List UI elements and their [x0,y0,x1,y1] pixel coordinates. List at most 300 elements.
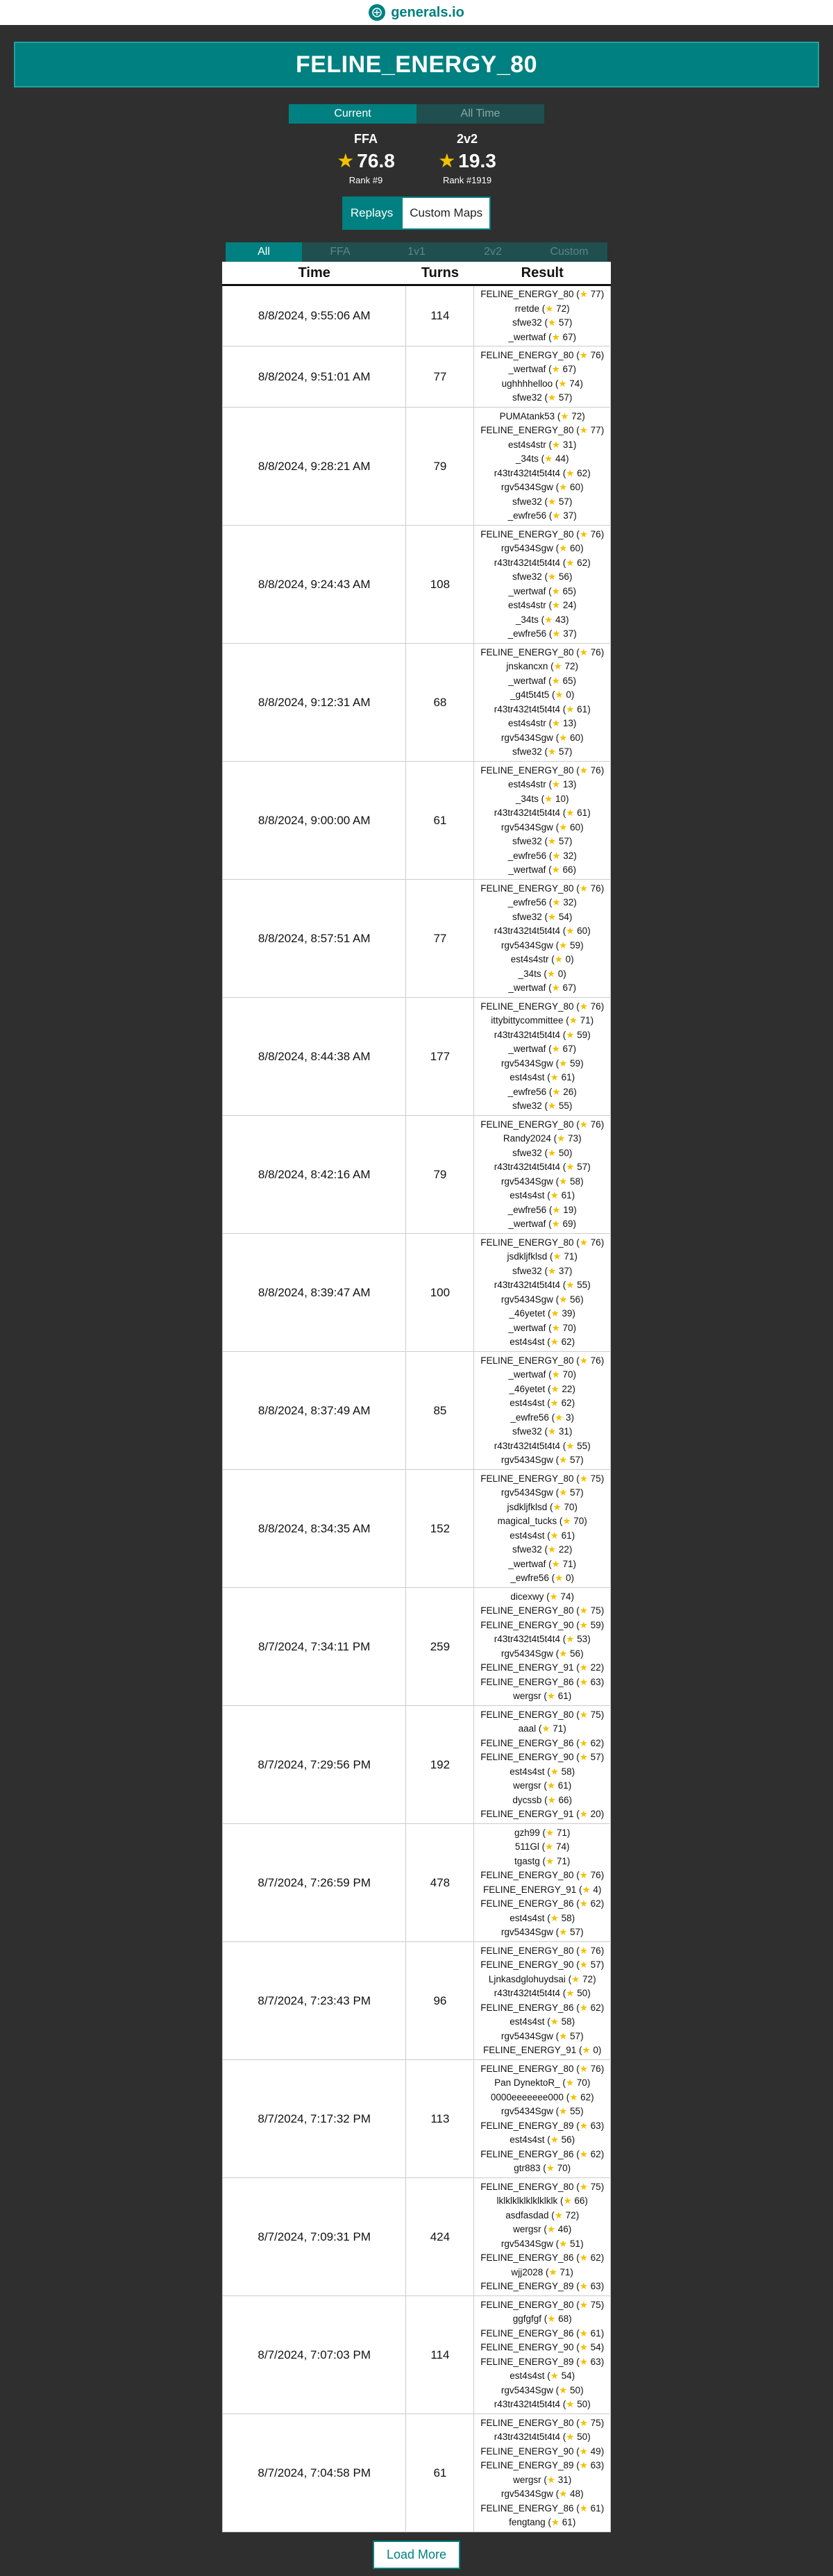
result-player[interactable] [474,981,610,996]
result-player[interactable] [474,1071,610,1085]
rating-mode: FFA [354,132,378,146]
result-player[interactable] [474,1604,610,1619]
result-player[interactable] [474,331,610,345]
player-stars: 60 [577,926,588,936]
result-player[interactable] [474,1057,610,1071]
player-name: FELINE_ENERGY_86 [480,2502,574,2514]
replay-time: 8/7/2024, 7:34:11 PM [223,1588,406,1706]
result-player[interactable] [474,1250,610,1264]
result-player[interactable] [474,1557,610,1572]
result-player[interactable] [474,953,610,967]
paren-close: ) [600,2002,605,2013]
result-player[interactable] [474,2487,610,2502]
result-player[interactable] [474,2459,610,2473]
result-player[interactable] [474,391,610,405]
player-stars: 67 [562,364,573,374]
star-icon: ★ [555,689,564,700]
paren-close: ) [571,689,575,700]
result-player[interactable] [474,2015,610,2030]
result-player[interactable] [474,660,610,674]
player-name: fengtang [509,2517,546,2527]
result-player[interactable] [474,1382,610,1397]
result-player[interactable] [474,2355,610,2370]
result-player[interactable] [474,835,610,849]
result-player[interactable] [474,2119,610,2134]
result-player[interactable] [474,1514,610,1529]
table-row[interactable] [223,526,611,644]
result-player[interactable] [474,2180,610,2195]
result-player[interactable] [474,1307,610,1321]
paren-close: ) [580,543,584,553]
result-player[interactable] [474,674,610,689]
result-player[interactable] [474,1411,610,1425]
paren-close: ) [600,289,605,299]
player-name: est4s4st [510,1190,545,1201]
result-player[interactable] [474,570,610,585]
result-player[interactable] [474,410,610,424]
result-player[interactable] [474,613,610,628]
player-stars: 62 [577,467,588,478]
result-player[interactable] [474,1175,610,1189]
filter-1v1[interactable]: 1v1 [378,242,455,262]
paren-close: ) [573,1086,577,1097]
result-player[interactable] [474,731,610,746]
paren-open: ( [544,2370,550,2381]
result-player[interactable] [474,1189,610,1203]
result-player[interactable] [474,1278,610,1293]
paren-close: ) [600,1737,605,1748]
player-stars: 62 [590,2252,601,2263]
paren-open: ( [539,303,546,314]
result-player[interactable] [474,2237,610,2252]
star-icon: ★ [550,1383,559,1394]
result-player[interactable] [474,1028,610,1043]
result-player[interactable] [474,1396,610,1411]
result-player[interactable] [474,1099,610,1114]
paren-open: ( [546,628,553,639]
result-player[interactable] [474,585,610,599]
result-player[interactable] [474,745,610,760]
custom-maps-button[interactable]: Custom Maps [401,196,491,230]
result-player[interactable] [474,599,610,613]
player-name: r43tr432t4t5t4t4 [494,557,561,568]
paren-open: ( [573,1355,580,1366]
star-icon: ★ [579,349,588,360]
star-icon: ★ [557,1133,566,1144]
player-name: jsdkljfklsd [507,1501,548,1512]
result-player[interactable] [474,627,610,642]
result-player[interactable] [474,1293,610,1307]
paren-close: ) [571,1766,575,1777]
result-player[interactable] [474,2030,610,2044]
result-player[interactable] [474,2091,610,2105]
result-player[interactable] [474,2161,610,2176]
player-stars: 22 [562,1383,573,1394]
result-player[interactable] [474,509,610,524]
player-name: _ewfre56 [507,850,547,861]
star-icon: ★ [566,1988,575,1998]
filter-custom[interactable]: Custom [531,242,607,262]
paren-close: ) [566,1855,571,1866]
paren-open: ( [573,425,580,435]
result-player[interactable] [474,2312,610,2327]
result-player[interactable] [474,2327,610,2341]
paren-open: ( [553,378,559,389]
result-player[interactable] [474,1335,610,1350]
brand-link[interactable] [369,4,464,21]
table-row[interactable] [223,998,611,1116]
replay-result [474,880,611,998]
star-icon: ★ [550,1398,559,1408]
table-row[interactable] [223,346,611,408]
player-name: tgastg [514,1855,540,1866]
table-row[interactable] [223,285,611,346]
result-player[interactable] [474,1722,610,1737]
result-player[interactable] [474,467,610,481]
result-player[interactable] [474,349,610,363]
result-player[interactable] [474,1264,610,1279]
paren-open: ( [553,2384,559,2395]
filter-all[interactable]: All [226,242,302,262]
result-player[interactable] [474,1132,610,1146]
star-icon: ★ [555,1412,564,1423]
result-player[interactable] [474,2001,610,2016]
paren-close: ) [600,1119,605,1130]
table-row[interactable] [223,2178,611,2296]
star-icon: ★ [579,883,588,894]
result-player[interactable] [474,1014,610,1028]
player-name: sfwe32 [512,496,542,507]
player-name: rgv5434Sgw [500,2106,553,2116]
player-name: _ewfre56 [507,1204,547,1215]
result-player[interactable] [474,1619,610,1633]
player-stars: 57 [570,1455,581,1465]
player-stars: 63 [590,2460,601,2470]
result-player[interactable] [474,1661,610,1675]
result-player[interactable] [474,1883,610,1898]
result-player[interactable] [474,1840,610,1855]
result-player[interactable] [474,1118,610,1132]
replay-time: 8/8/2024, 9:51:01 AM [223,346,406,408]
result-player[interactable] [474,821,610,835]
season-tabs [0,104,833,124]
result-player[interactable] [474,316,610,331]
ratings-panel [0,132,833,185]
result-player[interactable] [474,377,610,392]
paren-open: ( [546,1044,552,1054]
result-player[interactable] [474,1354,610,1369]
result-player[interactable] [474,1925,610,1940]
result-player[interactable] [474,806,610,821]
paren-close: ) [568,2474,572,2485]
result-player[interactable] [474,2369,610,2384]
paren-close: ) [580,1648,584,1659]
player-stars: 71 [559,2266,571,2277]
paren-close: ) [600,2299,605,2310]
result-player[interactable] [474,1042,610,1057]
player-stars: 72 [582,1973,594,1984]
result-player[interactable] [474,1236,610,1251]
player-stars: 65 [562,585,573,596]
result-player[interactable] [474,1453,610,1468]
paren-close: ) [580,1927,584,1937]
result-player[interactable] [474,2430,610,2445]
paren-open: ( [544,2016,550,2027]
player-name: FELINE_ENERGY_86 [480,2252,574,2263]
result-player[interactable] [474,849,610,864]
result-player[interactable] [474,2062,610,2077]
result-player[interactable] [474,1912,610,1926]
result-player[interactable] [474,1543,610,1557]
result-player[interactable] [474,1765,610,1780]
player-stars: 72 [565,2209,576,2220]
result-player[interactable] [474,1675,610,1690]
player-stars: 76 [590,1237,601,1248]
paren-close: ) [573,439,577,450]
replay-turns: 61 [406,2414,474,2532]
result-player[interactable] [474,1439,610,1454]
paren-close: ) [600,1619,605,1630]
player-stars: 73 [568,1133,579,1144]
result-player[interactable] [474,528,610,542]
result-player[interactable] [474,1779,610,1793]
result-player[interactable] [474,1944,610,1959]
table-row[interactable] [223,2060,611,2178]
mode-filters [0,242,833,262]
result-player[interactable] [474,1807,610,1822]
player-name: ughhhhelloo [501,378,553,389]
result-player[interactable] [474,896,610,910]
result-player[interactable] [474,2043,610,2058]
result-player[interactable] [474,1868,610,1883]
player-stars: 32 [563,850,574,861]
result-player[interactable] [474,287,610,302]
star-icon: ★ [550,1072,559,1082]
result-player[interactable] [474,910,610,925]
result-player[interactable] [474,1973,610,1987]
result-player[interactable] [474,1750,610,1765]
table-row[interactable] [223,1824,611,1942]
paren-close: ) [571,1072,575,1082]
result-player[interactable] [474,2209,610,2223]
column-header-turns: Turns [406,262,474,285]
result-player[interactable] [474,1571,610,1586]
result-player[interactable] [474,924,610,939]
result-player[interactable] [474,688,610,703]
star-icon: ★ [579,2445,588,2457]
player-stars: 68 [558,2314,569,2324]
replay-result [474,526,611,644]
result-player[interactable] [474,1146,610,1161]
result-player[interactable] [474,1708,610,1723]
result-player[interactable] [474,1958,610,1973]
paren-open: ( [559,2077,566,2088]
star-icon: ★ [546,1855,555,1866]
result-player[interactable] [474,1486,610,1500]
player-name: est4s4str [507,600,546,610]
paren-open: ( [548,2209,555,2220]
paren-close: ) [587,467,591,478]
result-player[interactable] [474,1425,610,1439]
result-player[interactable] [474,703,610,717]
result-player[interactable] [474,1647,610,1662]
table-row[interactable] [223,1352,611,1470]
paren-close: ) [573,585,577,596]
tab-current[interactable]: Current [289,104,416,124]
result-player[interactable] [474,939,610,953]
result-player[interactable] [474,646,610,660]
player-stars: 0 [566,1573,571,1583]
player-stars: 75 [590,2417,601,2428]
result-player[interactable] [474,967,610,982]
result-player[interactable] [474,2266,610,2280]
result-player[interactable] [474,2148,610,2162]
result-player[interactable] [474,1793,610,1808]
player-name: FELINE_ENERGY_86 [480,1898,574,1909]
result-player[interactable] [474,2502,610,2516]
result-player[interactable] [474,2133,610,2148]
player-name: est4s4st [510,2134,545,2145]
result-player[interactable] [474,2398,610,2412]
result-player[interactable] [474,1590,610,1605]
replays-table [222,262,611,2532]
table-row[interactable] [223,880,611,998]
result-player[interactable] [474,2223,610,2237]
result-player[interactable] [474,495,610,510]
result-player[interactable] [474,2516,610,2530]
player-name: _ewfre56 [507,1086,547,1097]
result-player[interactable] [474,1321,610,1336]
player-stars: 26 [563,1086,574,1097]
result-player[interactable] [474,717,610,731]
star-icon: ★ [566,1634,575,1644]
result-player[interactable] [474,882,610,896]
result-player[interactable] [474,542,610,556]
result-player[interactable] [474,452,610,467]
result-player[interactable] [474,556,610,571]
paren-close: ) [600,1662,605,1673]
player-name: sfwe32 [512,317,542,328]
result-player[interactable] [474,2445,610,2459]
result-player[interactable] [474,1855,610,1869]
result-player[interactable] [474,1217,610,1232]
result-player[interactable] [474,2105,610,2119]
replay-result [474,998,611,1116]
result-player[interactable] [474,1689,610,1704]
player-name: Pan DynektoR_ [494,2077,560,2088]
result-player[interactable] [474,2473,610,2488]
result-player[interactable] [474,1897,610,1912]
table-row[interactable] [223,1470,611,1588]
result-player[interactable] [474,2076,610,2091]
result-player[interactable] [474,863,610,878]
player-name: ittybittycommittee [491,1015,564,1026]
table-row[interactable] [223,1706,611,1824]
tab-all-time[interactable]: All Time [416,104,544,124]
star-icon: ★ [579,2063,588,2074]
table-row[interactable] [223,644,611,762]
result-player[interactable] [474,1632,610,1647]
result-player[interactable] [474,1160,610,1175]
load-more-button[interactable]: Load More [373,2541,460,2569]
player-stars: 62 [561,1337,572,1347]
result-player[interactable] [474,2251,610,2266]
player-stars: 50 [577,1988,588,1998]
result-player[interactable] [474,1203,610,1218]
result-player[interactable] [474,2298,610,2313]
result-player[interactable] [474,1000,610,1014]
filter-ffa[interactable]: FFA [302,242,378,262]
star-icon: ★ [555,1573,564,1583]
result-player[interactable] [474,2341,610,2355]
paren-close: ) [600,1001,605,1012]
result-player[interactable] [474,1085,610,1100]
paren-close: ) [587,1029,591,1040]
result-player[interactable] [474,1529,610,1544]
paren-open: ( [560,1440,566,1451]
paren-close: ) [573,864,577,875]
paren-close: ) [600,1473,605,1484]
result-player[interactable] [474,1500,610,1515]
player-name: rgv5434Sgw [500,821,553,833]
filter-2v2[interactable]: 2v2 [455,242,531,262]
table-row[interactable] [223,2296,611,2414]
star-icon: ★ [551,585,560,596]
result-player[interactable] [474,778,610,792]
result-player[interactable] [474,764,610,778]
star-icon: ★ [579,2281,588,2291]
result-player[interactable] [474,2280,610,2294]
paren-open: ( [573,1605,580,1616]
table-row[interactable] [223,1942,611,2060]
table-row[interactable] [223,1234,611,1352]
replay-time: 8/8/2024, 9:00:00 AM [223,762,406,880]
table-row[interactable] [223,1588,611,1706]
result-player[interactable] [474,438,610,453]
paren-close: ) [569,1101,573,1111]
player-stars: 61 [557,1780,569,1791]
table-row[interactable] [223,408,611,526]
star-icon: ★ [552,439,561,450]
replays-button[interactable]: Replays [342,196,401,230]
player-name: r43tr432t4t5t4t4 [494,1280,561,1290]
result-player[interactable] [474,1826,610,1841]
result-player[interactable] [474,302,610,317]
result-player[interactable] [474,2384,610,2398]
player-name: Randy2024 [503,1133,551,1144]
paren-close: ) [573,1369,577,1380]
result-player[interactable] [474,792,610,807]
result-player[interactable] [474,1987,610,2001]
table-row[interactable] [223,1116,611,1234]
table-row[interactable] [223,762,611,880]
result-player[interactable] [474,480,610,495]
result-player[interactable] [474,362,610,377]
player-stars: 37 [563,510,574,521]
player-stars: 67 [562,331,573,342]
result-player[interactable] [474,1368,610,1382]
result-player[interactable] [474,424,610,438]
player-stars: 0 [566,689,571,700]
table-row[interactable] [223,2414,611,2532]
replay-time: 8/8/2024, 8:39:47 AM [223,1234,406,1352]
result-player[interactable] [474,1737,610,1751]
result-player[interactable] [474,2416,610,2431]
result-player[interactable] [474,1472,610,1487]
player-name: rgv5434Sgw [500,1927,553,1937]
result-player[interactable] [474,2194,610,2209]
paren-close: ) [600,1605,605,1616]
